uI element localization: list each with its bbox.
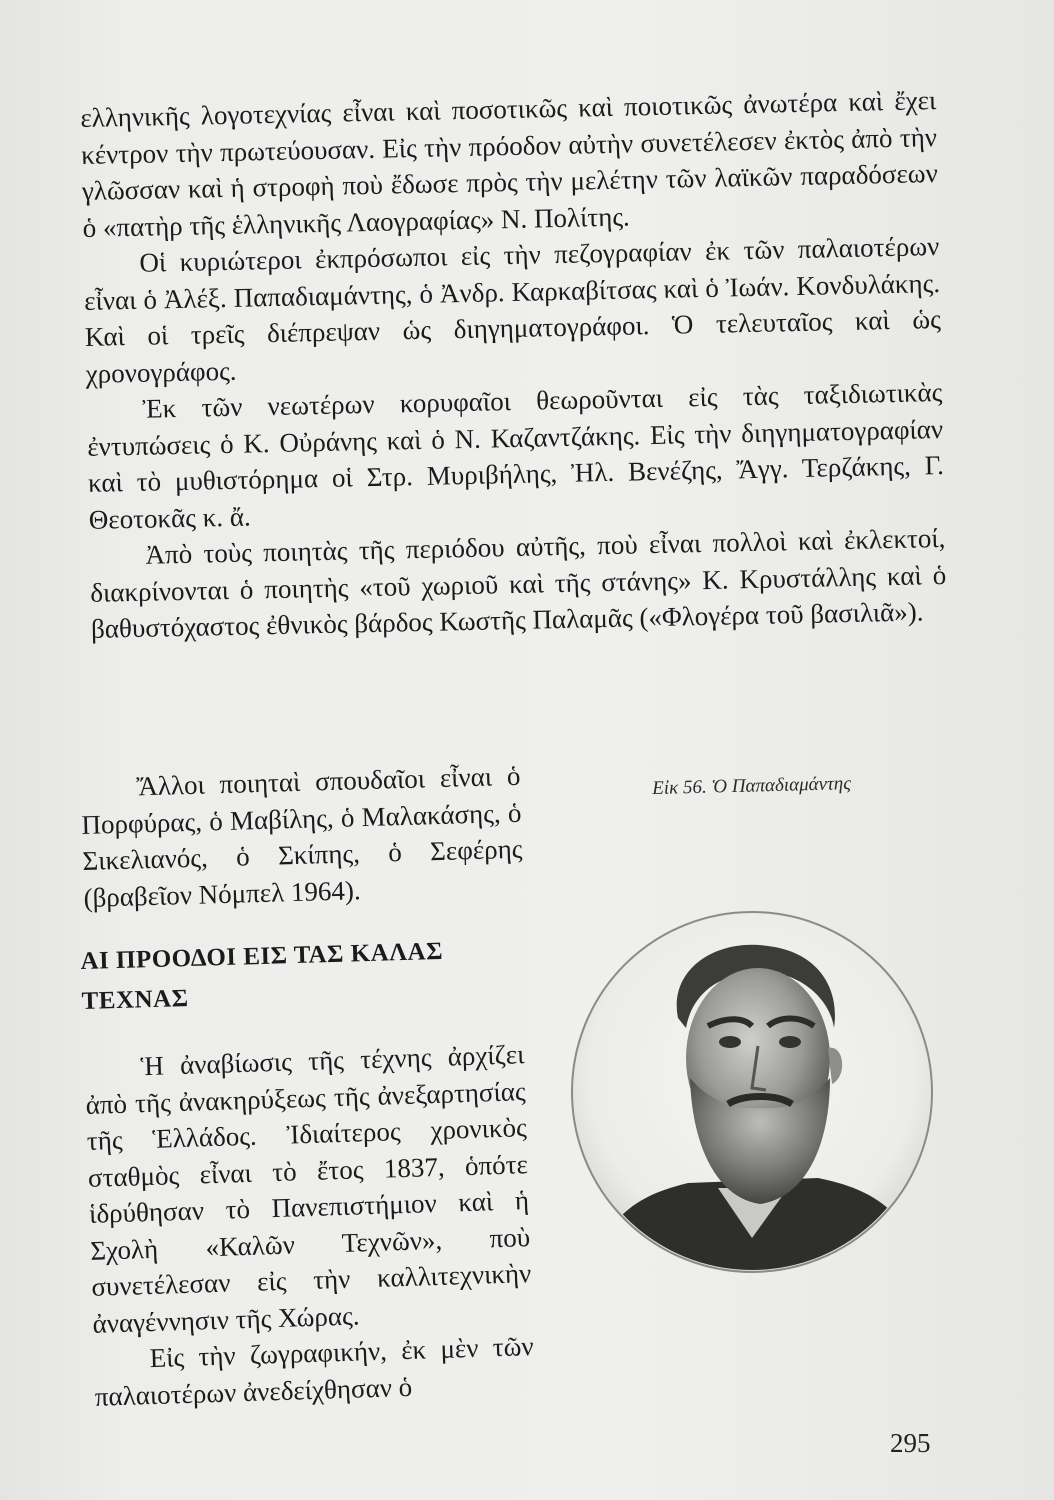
poets-text-block — [80, 758, 524, 916]
paragraph: Ἀπὸ τοὺς ποιητὰς τῆς περιόδου αὐτῆς, ποὺ εἶναι πολλοὶ καὶ ἐκλεκτοί, διακρίνονται ὁ ποιητὴς «τοῦ χωριοῦ καὶ τῆς στάνης» Κ. Κρυστάλλης καὶ ὁ βαθυστόχαστος ἐθνικὸς βάρδος Κωστῆς Παλαμᾶς («Φλογέρα τοῦ βασιλιᾶ»). — [90, 522, 947, 644]
portrait-photo — [568, 908, 936, 1276]
page-number: 295 — [890, 1428, 931, 1458]
paragraph: Ἐκ τῶν νεωτέρων κορυφαῖοι θεωροῦνται εἰς τὰς ταξιδιωτικὰς ἐντυπώσεις ὁ Κ. Οὐράνης καὶ ὁ Ν. Καζαντζάκης. Εἰς τὴν διηγηματογραφίαν καὶ τὸ μυθιστόρημα οἱ Στρ. Μυριβήλης, Ἠλ. Βενέζης, Ἄγγ. Τερζάκης, Γ. Θεοτοκᾶς κ. ἄ. — [86, 377, 945, 535]
main-text-block — [80, 82, 947, 647]
paragraph: Εἰς τὴν ζωγραφικήν, ἐκ μὲν τῶν παλαιοτέρων ἀνεδείχθησαν ὁ — [94, 1331, 534, 1412]
arts-text-block — [84, 1036, 535, 1415]
paragraph: Οἱ κυριώτεροι ἐκπρόσωποι εἰς τὴν πεζογραφίαν ἐκ τῶν παλαιοτέρων εἶναι ὁ Ἀλέξ. Παπαδιαμάντης, ὁ Ἀνδρ. Καρκαβίτσας καὶ ὁ Ἰωάν. Κονδυλάκης. Καὶ οἱ τρεῖς διέπρεψαν ὡς διηγηματογράφοι. Ὁ τελευταῖος καὶ ὡς χρονογράφος. — [83, 231, 942, 389]
paragraph: ελληνικῆς λογοτεχνίας εἶναι καὶ ποσοτικῶς καὶ ποιοτικῶς ἀνωτέρα καὶ ἔχει κέντρον τὴν πρωτεύουσαν. Εἰς τὴν πρόοδον αὐτὴν συνετέλεσεν ἐκτὸς ἀπὸ τὴν γλῶσσαν καὶ ἡ στροφὴ ποὺ ἔδωσε πρὸς τὴν μελέτην τῶν λαϊκῶν παραδόσεων ὁ «πατὴρ τῆς ἑλληνικῆς Λαογραφίας» Ν. Πολίτης. — [80, 85, 939, 243]
section-heading: ΑΙ ΠΡΟΟΔΟΙ ΕΙΣ ΤΑΣ ΚΑΛΑΣ ΤΕΧΝΑΣ — [80, 937, 444, 1015]
figure-caption: Εἰκ 56. Ὁ Παπαδιαμάντης — [652, 773, 852, 799]
paragraph: Ἄλλοι ποιηταὶ σπουδαῖοι εἶναι ὁ Πορφύρας, ὁ Μαβίλης, ὁ Μαλακάσης, ὁ Σικελιανός, ὁ Σκίπης, ὁ Σεφέρης (βραβεῖον Νόμπελ 1964). — [81, 760, 523, 913]
paragraph: Ἡ ἀναβίωσις τῆς τέχνης ἀρχίζει ἀπὸ τῆς ἀνακηρύξεως τῆς ἀνεξαρτησίας τῆς Ἑλλάδος. Ἰδιαίτερος χρονικὸς σταθμὸς εἶναι τὸ ἔτος 1837, ὁπότε ἱδρύθησαν τὸ Πανεπιστήμιον καὶ ἡ Σχολὴ «Καλῶν Τεχνῶν», ποὺ συνετέλεσαν εἰς τὴν καλλιτεχνικὴν ἀναγέννησιν τῆς Χώρας. — [85, 1039, 532, 1339]
